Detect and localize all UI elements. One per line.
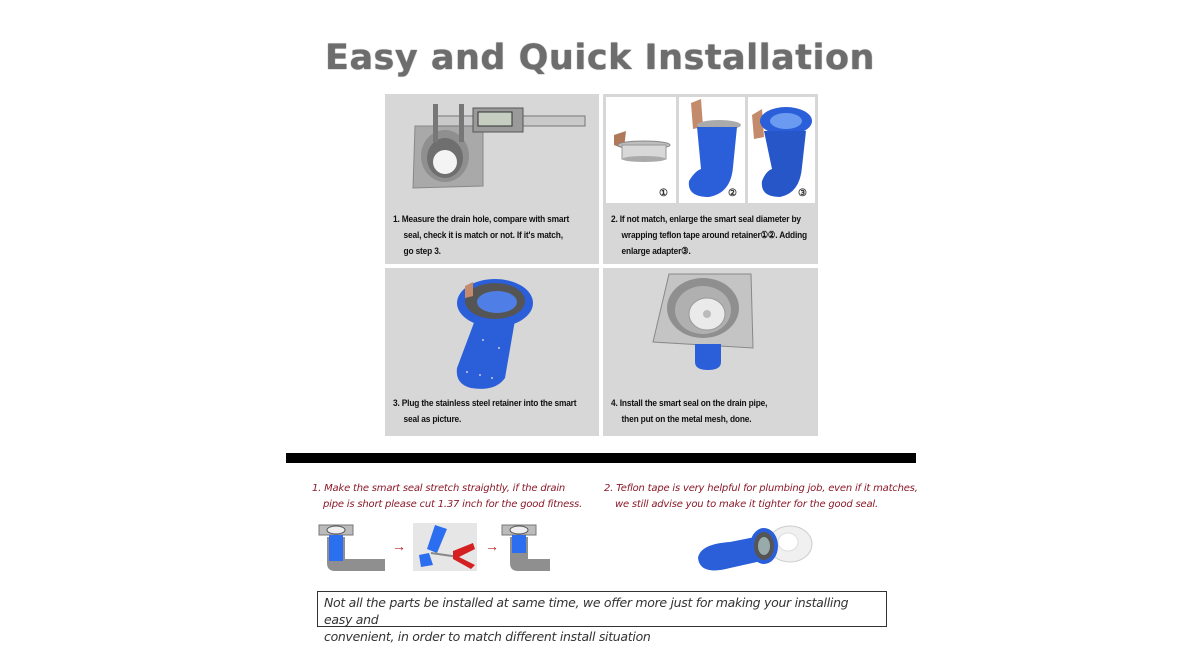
cutting-seal-image bbox=[413, 523, 477, 571]
tip-1-text: 1. Make the smart seal stretch straightly, if the drain pipe is short please cut 1.37 inch for the good fitness. bbox=[312, 483, 583, 510]
seal-with-tape-image: ② bbox=[679, 97, 745, 203]
seal-retainer-image bbox=[385, 268, 599, 393]
drain-pipe-before-image bbox=[317, 523, 387, 573]
step-1-caption: 1. Measure the drain hole, compare with smart seal, check it is match or not. If it's match, go step 3. bbox=[393, 214, 570, 257]
page-title: Easy and Quick Installation bbox=[325, 38, 875, 78]
bottom-note-box: Not all the parts be installed at same time, we offer more just for making your installing easy and convenient, in order to match different install situation bbox=[317, 591, 887, 627]
arrow-icon: → bbox=[485, 538, 499, 554]
tip-2-text: 2. Teflon tape is very helpful for plumbing job, even if it matches, we still advise you to make it tighter for the good seal. bbox=[604, 483, 918, 510]
step-4-caption: 4. Install the smart seal on the drain pipe, then put on the metal mesh, done. bbox=[611, 398, 768, 425]
arrow-icon: → bbox=[392, 538, 406, 554]
step-1-panel bbox=[385, 94, 599, 264]
drain-pipe-after-image bbox=[500, 523, 550, 573]
section-divider bbox=[286, 453, 916, 463]
caliper-drain-image bbox=[385, 94, 599, 204]
step-2-caption: 2. If not match, enlarge the smart seal diameter by wrapping teflon tape around retainer①②. Adding enlarge adapter③. bbox=[611, 214, 807, 257]
step-3-panel bbox=[385, 268, 599, 436]
step-3-caption: 3. Plug the stainless steel retainer into the smart seal as picture. bbox=[393, 398, 577, 425]
seal-with-adapter-image: ③ bbox=[748, 97, 815, 203]
seal-teflon-tape-image bbox=[690, 514, 820, 579]
step-4-panel bbox=[603, 268, 818, 436]
step-2-panel bbox=[603, 94, 818, 264]
installed-drain-image bbox=[603, 268, 818, 393]
retainer-image: ① bbox=[606, 97, 676, 203]
